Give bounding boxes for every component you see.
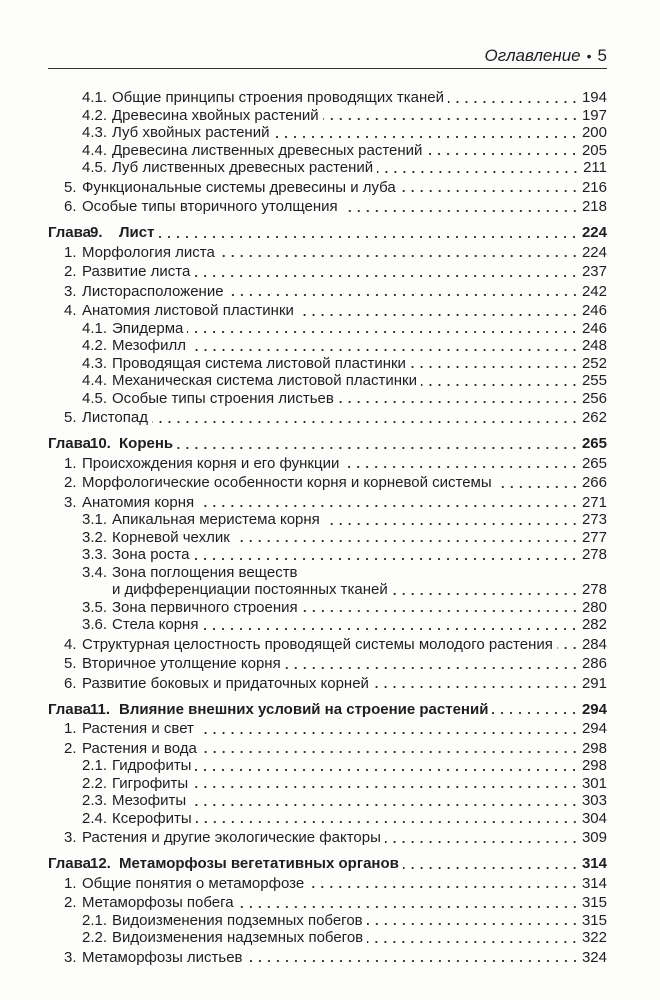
dot-leader: [342, 198, 581, 216]
entry-number: 3.: [64, 282, 77, 300]
entry-number: 1.: [64, 243, 77, 261]
dot-leader: [302, 599, 581, 617]
toc-entry[interactable]: [48, 792, 607, 810]
chapter-number: 9.: [90, 224, 103, 241]
dot-leader: [392, 581, 581, 599]
entry-title: Метаморфозы листьев: [82, 948, 243, 966]
entry-number: 6.: [64, 674, 77, 692]
toc-entry[interactable]: [48, 616, 607, 634]
entry-title: Развитие листа: [82, 263, 191, 280]
dot-leader: [198, 494, 581, 512]
entry-title: Зона первичного строения: [112, 598, 298, 616]
dot-leader: [400, 179, 581, 197]
toc-entry[interactable]: [48, 320, 607, 338]
entry-number: 2.2.: [82, 929, 108, 946]
dot-leader: [196, 810, 581, 828]
entry-page: 286: [581, 655, 607, 672]
entry-title: Общие понятия о метаморфозе: [82, 874, 305, 892]
entry-page: 322: [581, 929, 607, 946]
toc-entry[interactable]: [48, 107, 607, 125]
toc-entry[interactable]: [48, 581, 607, 599]
entry-page: 277: [581, 528, 607, 546]
entry-page: 242: [581, 282, 607, 300]
entry-page: 218: [581, 198, 607, 215]
dot-leader: [308, 875, 581, 893]
dot-leader: [190, 337, 581, 355]
toc-entry[interactable]: [48, 775, 607, 793]
entry-page: 298: [581, 739, 607, 757]
dot-leader: [190, 792, 581, 810]
entry-number: 4.5.: [82, 159, 108, 176]
entry-page: 278: [581, 581, 607, 598]
entry-title: Видоизменения надземных побегов: [112, 929, 364, 946]
running-header-title: Оглавление: [484, 46, 581, 65]
entry-number: 2.: [64, 474, 77, 491]
entry-title: Гидрофиты: [112, 757, 192, 774]
toc-entry[interactable]: [48, 494, 607, 512]
entry-title: Мезофилл: [112, 337, 186, 354]
toc-chapter[interactable]: [48, 701, 607, 719]
toc-entry[interactable]: [48, 179, 607, 197]
dot-leader: [367, 929, 581, 947]
chapter-number: 12.: [90, 855, 111, 872]
entry-title: Древесина хвойных растений: [112, 106, 319, 124]
entry-page: 194: [581, 89, 607, 106]
toc-entry[interactable]: [48, 244, 607, 262]
entry-title: Функциональные системы древесины и луба: [82, 178, 396, 196]
entry-page: 314: [581, 874, 607, 892]
entry-page: 265: [581, 435, 607, 452]
entry-page: 262: [581, 409, 607, 426]
entry-page: 255: [581, 372, 607, 389]
entry-title: Происхождения корня и его функции: [82, 454, 340, 472]
entry-title: Метаморфозы вегетативных органов: [119, 855, 399, 872]
entry-number: 2.3.: [82, 792, 108, 809]
entry-title: Мезофиты: [112, 792, 187, 809]
entry-title: Общие принципы строения проводящих тканей: [112, 89, 444, 106]
entry-page: 237: [581, 263, 607, 280]
entry-number: 5.: [64, 655, 77, 672]
entry-number: 2.2.: [82, 774, 108, 792]
entry-page: 224: [581, 224, 607, 241]
entry-page: 252: [581, 354, 607, 372]
toc-entry[interactable]: [48, 720, 607, 738]
entry-title: Особые типы строения листьев: [112, 389, 334, 407]
entry-number: 2.: [64, 739, 77, 757]
entry-page: 315: [581, 894, 607, 911]
toc-entry[interactable]: [48, 829, 607, 847]
dot-leader: [323, 107, 581, 125]
dot-leader: [192, 775, 581, 793]
entry-title: Морфология листа: [82, 243, 215, 261]
running-header: [48, 45, 607, 67]
dot-leader: [158, 224, 581, 242]
entry-page: 324: [581, 948, 607, 966]
toc-entry[interactable]: [48, 929, 607, 947]
toc-entry[interactable]: [48, 529, 607, 547]
entry-number: 3.5.: [82, 598, 108, 616]
entry-title: Видоизменения подземных побегов: [112, 911, 363, 929]
entry-page: 200: [581, 124, 607, 141]
toc-entry[interactable]: [48, 198, 607, 216]
dot-leader: [343, 455, 581, 473]
toc-chapter[interactable]: [48, 224, 607, 242]
chapter-number: 11.: [90, 700, 111, 718]
entry-page: 216: [581, 178, 607, 196]
dot-leader: [152, 409, 581, 427]
entry-title: Вторичное утолщение корня: [82, 655, 281, 672]
toc-entry[interactable]: [48, 599, 607, 617]
entry-number: 4.: [64, 302, 77, 319]
entry-title: Метаморфозы побега: [82, 894, 234, 911]
entry-title: Растения и вода: [82, 739, 197, 757]
entry-title: Древесина лиственных древесных растений: [112, 141, 423, 159]
entry-number: 5.: [64, 409, 77, 426]
entry-number: 4.2.: [82, 106, 108, 124]
dot-leader: [385, 829, 581, 847]
toc-entry[interactable]: [48, 655, 607, 673]
entry-title: Морфологические особенности корня и корневой системы: [82, 474, 492, 491]
entry-title: Проводящая система листовой пластинки: [112, 354, 406, 372]
toc-entry[interactable]: [48, 875, 607, 893]
entry-page: 246: [581, 302, 607, 319]
page-number: 5: [597, 46, 607, 65]
entry-page: 246: [581, 319, 607, 337]
dot-leader: [273, 124, 581, 142]
entry-number: 3.2.: [82, 528, 108, 546]
entry-number: 3.: [64, 493, 77, 511]
dot-leader: [338, 390, 581, 408]
entry-page: 298: [581, 757, 607, 774]
toc-entry[interactable]: [48, 894, 607, 912]
dot-leader: [324, 511, 581, 529]
dot-leader: [448, 89, 581, 107]
toc-entry[interactable]: [48, 564, 607, 582]
dot-leader: [238, 894, 581, 912]
chapter-label: Глава: [48, 700, 91, 718]
entry-number: 4.: [64, 635, 77, 653]
entry-title: Корень: [119, 435, 174, 452]
entry-number: 2.1.: [82, 911, 108, 929]
entry-title: Корневой чехлик: [112, 528, 230, 546]
entry-page: 278: [581, 546, 607, 563]
entry-title: Луб лиственных древесных растений: [112, 159, 374, 176]
entry-number: 1.: [64, 874, 77, 892]
entry-page: 291: [581, 674, 607, 692]
dot-leader: [177, 435, 581, 453]
entry-number: 1.: [64, 720, 77, 737]
bullet-icon: •: [586, 48, 592, 64]
toc-entry[interactable]: [48, 636, 607, 654]
entry-title: Апикальная меристема корня: [112, 511, 320, 528]
entry-page: 314: [581, 855, 607, 872]
dot-leader: [202, 616, 581, 634]
entry-title: Листопад: [82, 409, 148, 426]
toc-entry[interactable]: [48, 511, 607, 529]
dot-leader: [426, 142, 581, 160]
dot-leader: [198, 720, 581, 738]
header-rule: [48, 68, 607, 69]
entry-title: Анатомия корня: [82, 493, 195, 511]
entry-page: 294: [581, 720, 607, 737]
entry-number: 3.6.: [82, 616, 108, 633]
entry-number: 4.4.: [82, 372, 108, 389]
entry-page: 294: [581, 700, 607, 718]
dot-leader: [377, 159, 582, 177]
entry-number: 3.3.: [82, 546, 108, 563]
dot-leader: [194, 263, 581, 281]
toc-entry[interactable]: [48, 283, 607, 301]
entry-number: 2.: [64, 263, 77, 280]
entry-number: 4.5.: [82, 389, 108, 407]
dot-leader: [492, 701, 581, 719]
toc-entry[interactable]: [48, 409, 607, 427]
entry-title: Зона роста: [112, 546, 190, 563]
entry-title: Особые типы вторичного утолщения: [82, 198, 338, 215]
toc-entry[interactable]: [48, 337, 607, 355]
entry-number: 4.4.: [82, 141, 108, 159]
entry-number: 3.: [64, 829, 77, 846]
dot-leader: [219, 244, 581, 262]
toc-entry[interactable]: [48, 546, 607, 564]
dot-leader: [557, 636, 581, 654]
toc-entry[interactable]: [48, 949, 607, 967]
entry-number: 5.: [64, 178, 77, 196]
entry-page: 256: [581, 389, 607, 407]
entry-title: Влияние внешних условий на строение растений: [119, 700, 489, 718]
dot-leader: [421, 372, 581, 390]
table-of-contents: [48, 89, 607, 966]
toc-entry[interactable]: [48, 372, 607, 390]
toc-chapter[interactable]: [48, 435, 607, 453]
entry-number: 3.1.: [82, 511, 108, 528]
entry-page: 315: [581, 911, 607, 929]
dot-leader: [496, 474, 581, 492]
toc-entry[interactable]: [48, 912, 607, 930]
dot-leader: [228, 283, 581, 301]
chapter-label: Глава: [48, 224, 91, 241]
entry-page: 304: [581, 809, 607, 827]
toc-entry[interactable]: [48, 810, 607, 828]
entry-title: Луб хвойных растений: [112, 124, 270, 141]
entry-title: Лист: [119, 224, 155, 241]
entry-page: 271: [581, 493, 607, 511]
entry-page: 282: [581, 616, 607, 633]
entry-page: 265: [581, 454, 607, 472]
dot-leader: [403, 855, 581, 873]
entry-number: 4.2.: [82, 337, 108, 354]
entry-number: 3.: [64, 948, 77, 966]
entry-title: и дифференциации постоянных тканей: [112, 581, 388, 598]
entry-page: 303: [581, 792, 607, 809]
entry-title: Анатомия листовой пластинки: [82, 302, 294, 319]
chapter-label: Глава: [48, 855, 91, 872]
entry-page: 284: [581, 635, 607, 653]
toc-entry[interactable]: [48, 142, 607, 160]
entry-title: Развитие боковых и придаточных корней: [82, 674, 369, 692]
dot-leader: [410, 355, 581, 373]
dot-leader: [193, 546, 581, 564]
entry-number: 4.3.: [82, 354, 108, 372]
toc-entry[interactable]: [48, 302, 607, 320]
toc-entry[interactable]: [48, 159, 607, 177]
dot-leader: [298, 302, 581, 320]
dot-leader: [373, 675, 581, 693]
entry-number: 3.4.: [82, 563, 108, 581]
entry-number: 6.: [64, 198, 77, 215]
dot-leader: [187, 320, 581, 338]
entry-title: Гигрофиты: [112, 774, 189, 792]
entry-number: 4.1.: [82, 89, 108, 106]
toc-entry[interactable]: [48, 455, 607, 473]
toc-entry[interactable]: [48, 124, 607, 142]
entry-title: Механическая система листовой пластинки: [112, 372, 417, 389]
toc-entry[interactable]: [48, 474, 607, 492]
entry-title: Ксерофиты: [112, 809, 192, 827]
entry-page: 309: [581, 829, 607, 846]
entry-title: Растения и свет: [82, 720, 194, 737]
chapter-number: 10.: [90, 435, 111, 452]
entry-page: 205: [581, 141, 607, 159]
entry-page: 197: [581, 106, 607, 124]
toc-entry[interactable]: [48, 263, 607, 281]
toc-chapter[interactable]: [48, 855, 607, 873]
entry-number: 2.1.: [82, 757, 108, 774]
entry-page: 280: [581, 598, 607, 616]
entry-title: Листорасположение: [82, 282, 224, 300]
dot-leader: [195, 757, 581, 775]
entry-page: 273: [581, 511, 607, 528]
dot-leader: [285, 655, 581, 673]
entry-number: 4.3.: [82, 124, 108, 141]
toc-entry[interactable]: [48, 675, 607, 693]
entry-title: Стела корня: [112, 616, 199, 633]
toc-entry[interactable]: [48, 89, 607, 107]
entry-number: 1.: [64, 454, 77, 472]
entry-number: 4.1.: [82, 319, 108, 337]
entry-title: Эпидерма: [112, 319, 184, 337]
entry-title: Структурная целостность проводящей системы молодого растения: [82, 635, 553, 653]
entry-number: 2.4.: [82, 809, 108, 827]
entry-page: 266: [581, 474, 607, 491]
toc-entry[interactable]: [48, 355, 607, 373]
chapter-label: Глава: [48, 435, 91, 452]
toc-entry[interactable]: [48, 757, 607, 775]
dot-leader: [367, 912, 581, 930]
toc-entry[interactable]: [48, 740, 607, 758]
dot-leader: [247, 949, 581, 967]
entry-page: 248: [581, 337, 607, 354]
entry-page: 211: [583, 159, 607, 176]
dot-leader: [234, 529, 581, 547]
dot-leader: [201, 740, 581, 758]
entry-page: 224: [581, 243, 607, 261]
entry-page: 301: [581, 774, 607, 792]
entry-title: Растения и другие экологические факторы: [82, 829, 381, 846]
entry-number: 2.: [64, 894, 77, 911]
entry-title: Зона поглощения веществ: [112, 563, 298, 581]
toc-entry[interactable]: [48, 390, 607, 408]
